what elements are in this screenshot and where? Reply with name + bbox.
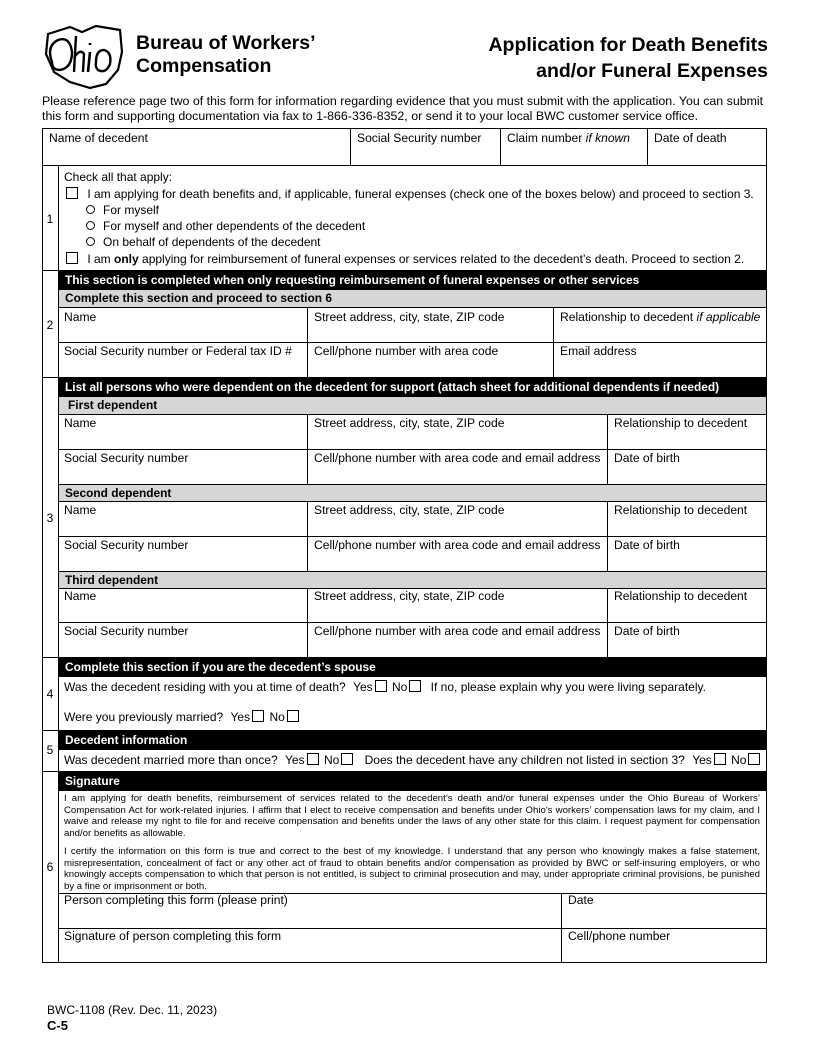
d3-ssn-label: Social Security number	[64, 624, 189, 638]
d1-dob-label: Date of birth	[614, 451, 680, 465]
form-id: BWC-1108 (Rev. Dec. 11, 2023)	[47, 1003, 218, 1017]
section-6-number: 6	[46, 860, 54, 874]
certification-paragraph: I certify the information on this form is true and correct to the best of my knowledge. I understand that any person who knowingly makes a false statement, misrepresentation, concealment of fact or any other act of fraud to obtain benefits and/or compensation as provided by BWC or self-insuring employers, or who knowingly accepts compensation to which that person is not entitled, is subject to criminal prosecution and may, under appropriate criminal provisions, be punished by a fine or imprisonment or both.	[64, 846, 760, 892]
funeral-only-text-bold: only	[114, 252, 139, 266]
first-dependent-header: First dependent	[59, 397, 766, 414]
on-behalf-radio[interactable]	[86, 237, 95, 246]
residing-followup-text: If no, please explain why you were living separately.	[430, 680, 706, 694]
form-title-line1: Application for Death Benefits	[488, 34, 768, 56]
d3-phone-label: Cell/phone number with area code and email address	[314, 624, 601, 638]
agency-line1: Bureau of Workers’	[136, 32, 316, 54]
prev-married-no-label: No	[269, 710, 285, 724]
married-more-than-once-question	[64, 753, 762, 768]
d1-phone-label: Cell/phone number with area code and email address	[314, 451, 601, 465]
section-5-header: Decedent information	[59, 731, 766, 750]
agency-name	[136, 32, 316, 78]
on-behalf-text: On behalf of dependents of the decedent	[103, 235, 321, 249]
d1-relationship-label: Relationship to decedent	[614, 416, 748, 430]
radio-myself-and-dependents	[86, 219, 365, 234]
section-2-header: This section is completed when only requesting reimbursement of funeral expenses or other services	[59, 271, 766, 290]
children-yes-label: Yes	[692, 753, 712, 767]
claim-number-label	[501, 128, 630, 145]
form-title	[488, 32, 768, 84]
date-of-death-label: Date of death	[654, 131, 727, 145]
affirmation-paragraph: I am applying for death benefits, reimbursement of services related to the decedent’s death and/or funeral expenses under the Ohio Bureau of Workers’ Compensation Act for work-related injuries. I affirm that I elect to receive compensation and benefits under Ohio's workers’ compensation laws for my claim, and I waive and release my right to file for and receive compensation and benefits under the laws of any other state for this claim. I request payment for compensation and/or benefits as allowable.	[64, 793, 760, 839]
funeral-only-checkbox[interactable]	[66, 252, 78, 264]
radio-for-myself	[86, 203, 159, 218]
married-more-yes-label: Yes	[285, 753, 305, 767]
decedent-ssn-label: Social Security number	[357, 131, 482, 145]
section-4-header: Complete this section if you are the decedent’s spouse	[59, 658, 766, 677]
d3-dob-label: Date of birth	[614, 624, 680, 638]
option-funeral-only	[64, 252, 744, 267]
radio-on-behalf	[86, 235, 321, 250]
ohio-logo	[40, 22, 128, 92]
section-4-number: 4	[46, 687, 54, 701]
s2-relationship-note: if applicable	[696, 310, 761, 324]
for-myself-text: For myself	[103, 203, 160, 217]
form-code: C-5	[47, 1018, 68, 1033]
funeral-only-text-post: applying for reimbursement of funeral expenses or services related to the decedent’s death. Proceed to section 2.	[138, 252, 745, 266]
form-title-line2: and/or Funeral Expenses	[536, 60, 768, 82]
prev-married-yes-label: Yes	[230, 710, 251, 724]
signature-label: Signature of person completing this form	[64, 929, 282, 943]
children-no-label: No	[731, 753, 747, 767]
previously-married-text: Were you previously married?	[64, 710, 224, 724]
myself-and-dependents-text: For myself and other dependents of the decedent	[103, 219, 366, 233]
section-3-header: List all persons who were dependent on the decedent for support (attach sheet for additional dependents if needed)	[59, 378, 766, 397]
for-myself-radio[interactable]	[86, 205, 95, 214]
d2-phone-label: Cell/phone number with area code and email address	[314, 538, 601, 552]
funeral-only-text-pre: I am	[87, 252, 115, 266]
s2-relationship-text: Relationship to decedent	[560, 310, 694, 324]
section-5-number: 5	[46, 743, 54, 757]
prev-married-no-checkbox[interactable]	[287, 710, 299, 722]
s2-address-label: Street address, city, state, ZIP code	[314, 310, 505, 324]
children-yes-checkbox[interactable]	[714, 753, 726, 765]
residing-question	[64, 680, 706, 695]
section-1-number: 1	[46, 212, 54, 226]
s2-email-label: Email address	[560, 344, 637, 358]
section-3-number: 3	[46, 511, 54, 525]
death-benefits-text: I am applying for death benefits and, if applicable, funeral expenses (check one of the boxes below) and proceed to section 3.	[87, 187, 754, 201]
d2-relationship-label: Relationship to decedent	[614, 503, 748, 517]
married-more-no-label: No	[323, 753, 340, 767]
married-more-yes-checkbox[interactable]	[307, 753, 319, 765]
residing-question-text: Was the decedent residing with you at time of death?	[64, 680, 346, 694]
d2-name-label: Name	[64, 503, 97, 517]
second-dependent-header: Second dependent	[59, 485, 766, 502]
residing-yes-label: Yes	[353, 680, 373, 694]
previously-married-question	[64, 710, 301, 725]
s2-name-label: Name	[64, 310, 97, 324]
residing-no-label: No	[391, 680, 408, 694]
check-all-label: Check all that apply:	[64, 170, 173, 184]
s2-phone-label: Cell/phone number with area code	[314, 344, 499, 358]
d1-address-label: Street address, city, state, ZIP code	[314, 416, 505, 430]
married-more-no-checkbox[interactable]	[341, 753, 353, 765]
myself-and-dependents-radio[interactable]	[86, 221, 95, 230]
section-2-number: 2	[46, 318, 54, 332]
decedent-name-label: Name of decedent	[49, 131, 148, 145]
d1-ssn-label: Social Security number	[64, 451, 189, 465]
residing-yes-checkbox[interactable]	[375, 680, 387, 692]
s2-ssn-label: Social Security number or Federal tax ID #	[64, 344, 292, 358]
person-completing-label: Person completing this form (please print)	[64, 893, 288, 907]
d1-name-label: Name	[64, 416, 97, 430]
signer-phone-label: Cell/phone number	[568, 929, 671, 943]
d3-relationship-label: Relationship to decedent	[614, 589, 748, 603]
children-no-checkbox[interactable]	[748, 753, 760, 765]
d2-address-label: Street address, city, state, ZIP code	[314, 503, 505, 517]
d3-name-label: Name	[64, 589, 97, 603]
claim-label: Claim number	[507, 131, 583, 145]
agency-line2: Compensation	[136, 55, 272, 77]
claim-note: if known	[585, 131, 631, 145]
d3-address-label: Street address, city, state, ZIP code	[314, 589, 505, 603]
section-6-header: Signature	[59, 772, 766, 791]
option-death-benefits	[64, 187, 754, 202]
prev-married-yes-checkbox[interactable]	[252, 710, 264, 722]
children-question-text: Does the decedent have any children not listed in section 3?	[364, 753, 685, 767]
date-label: Date	[568, 893, 594, 907]
third-dependent-header: Third dependent	[59, 572, 766, 588]
married-more-text: Was decedent married more than once?	[64, 753, 278, 767]
residing-no-checkbox[interactable]	[409, 680, 421, 692]
death-benefits-checkbox[interactable]	[66, 187, 78, 199]
d2-dob-label: Date of birth	[614, 538, 680, 552]
section-2-subheader: Complete this section and proceed to section 6	[59, 290, 766, 307]
s2-relationship-label	[554, 307, 760, 324]
d2-ssn-label: Social Security number	[64, 538, 189, 552]
intro-text: Please reference page two of this form for information regarding evidence that you must submit with the application. You can submit this form and supporting documentation via fax to 1-866-336-8352, or send it to your local BWC customer service office.	[42, 94, 764, 123]
